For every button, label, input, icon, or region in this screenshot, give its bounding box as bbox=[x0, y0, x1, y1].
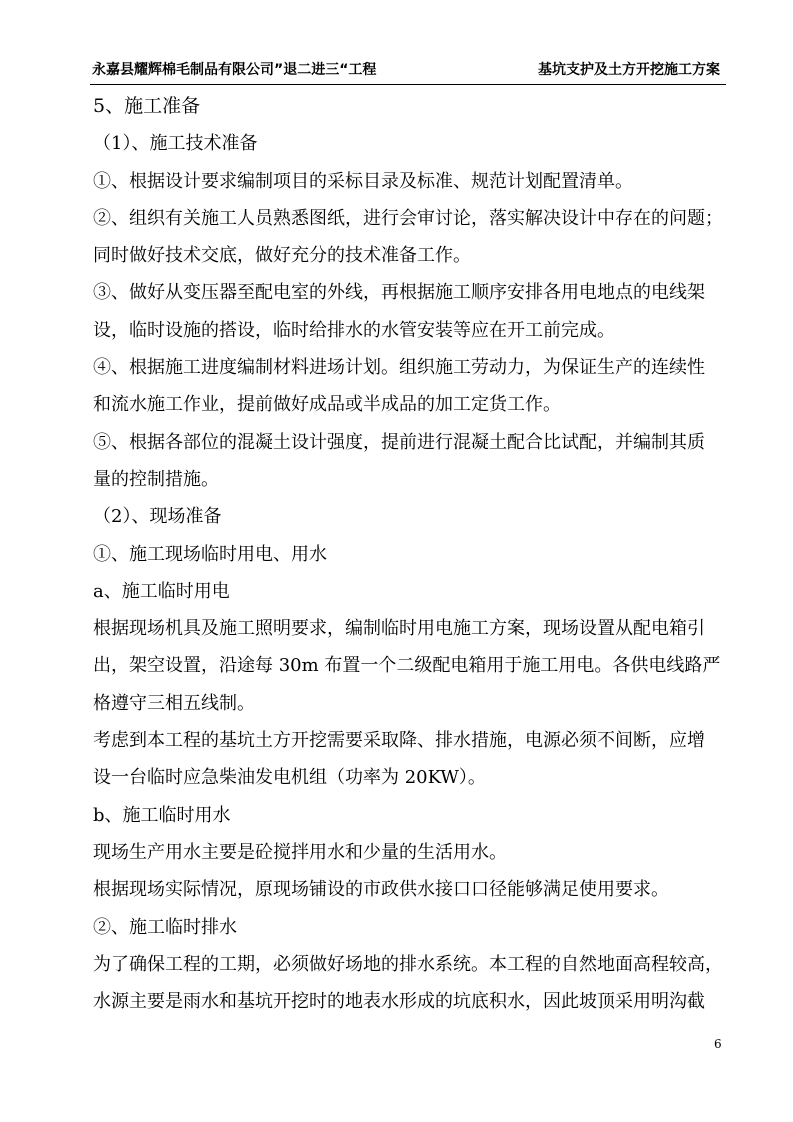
paragraph: 出，架空设置，沿途每 30m 布置一个二级配电箱用于施工用电。各供电线路严 bbox=[93, 655, 721, 677]
paragraph: ①、施工现场临时用电、用水 bbox=[93, 543, 327, 565]
paragraph: a、施工临时用电 bbox=[93, 580, 230, 602]
paragraph: b、施工临时用水 bbox=[93, 804, 231, 826]
paragraph: 和流水施工作业，提前做好成品或半成品的加工定货工作。 bbox=[93, 394, 561, 416]
paragraph: 考虑到本工程的基坑土方开挖需要采取降、排水措施，电源必须不间断，应增 bbox=[93, 730, 705, 752]
paragraph: 根据现场实际情况，原现场铺设的市政供水接口口径能够满足使用要求。 bbox=[93, 879, 669, 901]
paragraph: 根据现场机具及施工照明要求，编制临时用电施工方案，现场设置从配电箱引 bbox=[93, 618, 705, 640]
section-title: 5、施工准备 bbox=[93, 95, 201, 117]
paragraph: 量的控制措施。 bbox=[93, 468, 219, 490]
paragraph: 同时做好技术交底，做好充分的技术准备工作。 bbox=[93, 245, 471, 267]
paragraph: 格遵守三相五线制。 bbox=[93, 692, 255, 714]
paragraph: 现场生产用水主要是砼搅拌用水和少量的生活用水。 bbox=[93, 841, 507, 863]
document-body bbox=[93, 88, 733, 1020]
paragraph: ②、施工临时排水 bbox=[93, 916, 237, 938]
page-header bbox=[92, 58, 728, 82]
paragraph: ③、做好从变压器至配电室的外线，再根据施工顺序安排各用电地点的电线架 bbox=[93, 282, 705, 304]
paragraph: ②、组织有关施工人员熟悉图纸，进行会审讨论，落实解决设计中存在的问题； bbox=[93, 207, 723, 229]
subsection-heading: （2）、现场准备 bbox=[93, 506, 222, 528]
paragraph: 设一台临时应急柴油发电机组（功率为 20KW）。 bbox=[93, 767, 486, 789]
paragraph: 为了确保工程的工期，必须做好场地的排水系统。本工程的自然地面高程较高， bbox=[93, 953, 723, 975]
subsection-heading: （1）、施工技术准备 bbox=[93, 133, 258, 155]
header-divider bbox=[90, 84, 726, 85]
paragraph: ④、根据施工进度编制材料进场计划。组织施工劳动力，为保证生产的连续性 bbox=[93, 357, 705, 379]
paragraph: ①、根据设计要求编制项目的采标目录及标准、规范计划配置清单。 bbox=[93, 170, 633, 192]
paragraph: ⑤、根据各部位的混凝土设计强度，提前进行混凝土配合比试配，并编制其质 bbox=[93, 431, 705, 453]
paragraph: 水源主要是雨水和基坑开挖时的地表水形成的坑底积水，因此坡顶采用明沟截 bbox=[93, 991, 705, 1013]
page-number: 6 bbox=[714, 1037, 722, 1051]
header-document-title: 基坑支护及土方开挖施工方案 bbox=[538, 62, 720, 78]
paragraph: 设，临时设施的搭设，临时给排水的水管安装等应在开工前完成。 bbox=[93, 319, 615, 341]
header-project-title: 永嘉县耀辉棉毛制品有限公司”退二进三“工程 bbox=[92, 62, 377, 78]
